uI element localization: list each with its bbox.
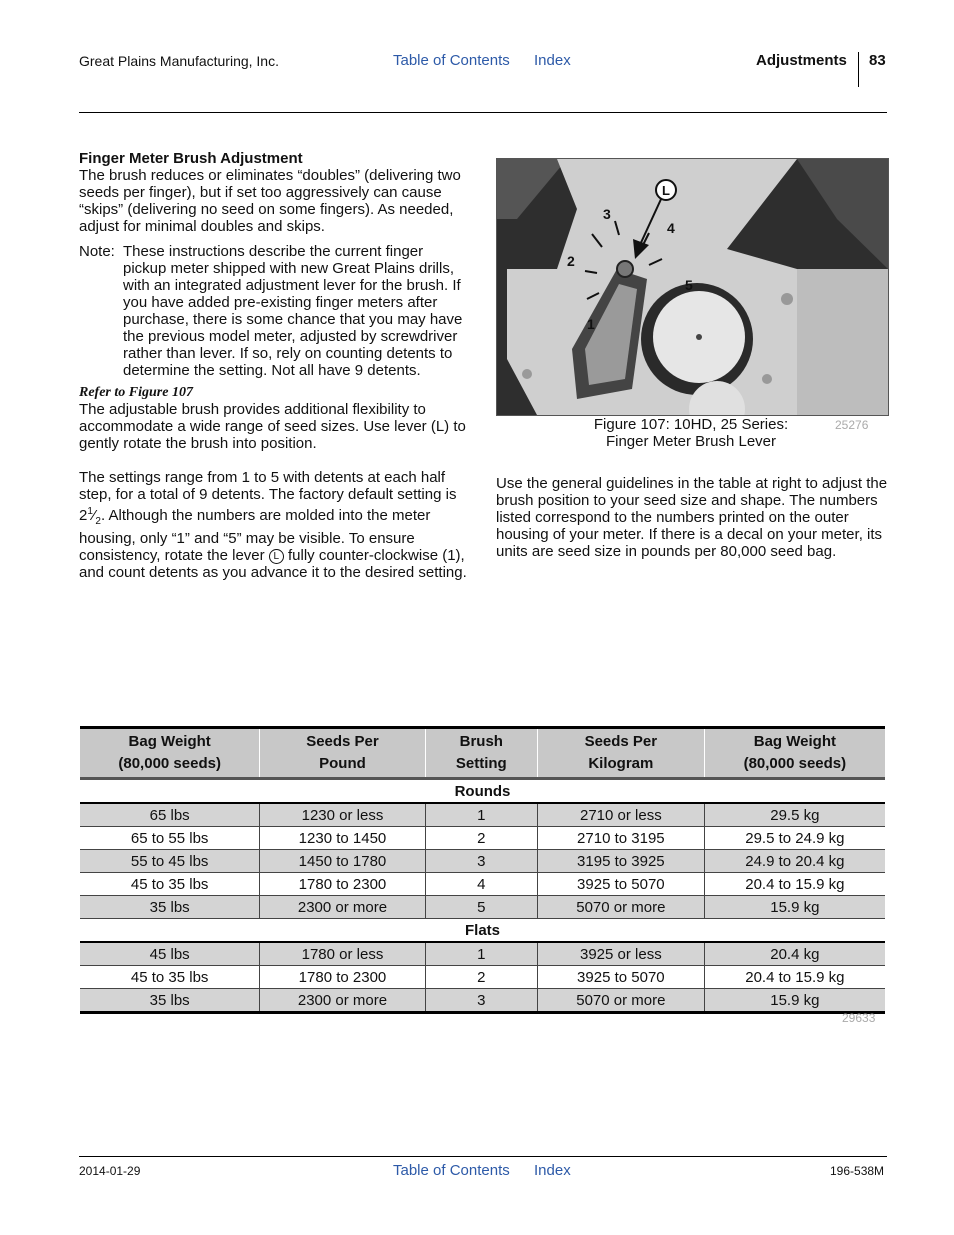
column-header-line: Seeds Per xyxy=(584,733,658,750)
note-text: These instructions describe the current finger pickup meter shipped with new Great Plains drills, with an integrated adjustment lever for the brush. If you have added pre-existing finger meters after purchase, there is some chance that you may have the previous model meter, adjusted by screwdriver rather than lever. If so, rely on counting detents to determine the setting. Not all have 9 detents. xyxy=(123,243,463,379)
table-cell: 2 xyxy=(425,966,537,989)
table-cell: 1 xyxy=(425,942,537,966)
settings-text-c: fully counter-clockwise (1), and count detents as you advance it to the desired setting. xyxy=(79,547,467,581)
section-row xyxy=(80,779,885,804)
fraction-denominator: 2 xyxy=(95,516,101,527)
settings-text-b: . Although the numbers are molded into the meter housing, only “1” and “5” may be visible. To ensure consistency, rotate the lever xyxy=(79,507,431,564)
label-5: 5 xyxy=(685,277,693,293)
table-row xyxy=(80,989,885,1013)
settings-text-a: The settings range from 1 to 5 with detents at each half step, for a total of 9 detents. The factory default setting is 2 xyxy=(79,469,457,524)
column-header-line: Setting xyxy=(455,755,507,772)
header-divider xyxy=(858,52,859,87)
table-row xyxy=(80,966,885,989)
table-row xyxy=(80,873,885,896)
left-column xyxy=(79,150,469,581)
table-row xyxy=(80,827,885,850)
table-cell: 5070 or more xyxy=(537,896,704,919)
table-cell: 35 lbs xyxy=(80,989,260,1013)
brush-paragraph: The adjustable brush provides additional flexibility to accommodate a wide range of seed sizes. Use lever (L) to gently rotate the brush into position. xyxy=(79,401,466,452)
table-cell: 4 xyxy=(425,873,537,896)
settings-paragraph: The settings range from 1 to 5 with detents at each half step, for a total of 9 detents. The factory default setting is $2^1⁄_2$. Although the numbers are molded into the meter housing, only “1” and “5” may be visible. To ensure consistency, rotate the lever L fully counter-clockwise (1), and count detents as you advance it to the desired setting. xyxy=(79,469,467,581)
section-title: Adjustments xyxy=(756,52,847,69)
seed-size-table xyxy=(80,726,885,1014)
table-cell: 1230 or less xyxy=(260,803,425,827)
section-title-cell: Flats xyxy=(80,919,885,943)
column-header xyxy=(425,728,537,779)
column-header-line: Brush xyxy=(459,733,503,750)
table-cell: 1230 to 1450 xyxy=(260,827,425,850)
index-link[interactable]: Index xyxy=(534,52,571,69)
column-header-line: Bag Weight xyxy=(753,733,836,750)
figure-caption xyxy=(560,416,822,450)
table-cell: 45 to 35 lbs xyxy=(80,873,260,896)
caption-line-1: Figure 107: 10HD, 25 Series: xyxy=(593,416,789,433)
table-cell: 2710 to 3195 xyxy=(537,827,704,850)
column-header xyxy=(260,728,425,779)
table-cell: 15.9 kg xyxy=(704,896,885,919)
label-L: L xyxy=(662,183,670,198)
table-cell: 5 xyxy=(425,896,537,919)
table-cell: 65 to 55 lbs xyxy=(80,827,260,850)
table-cell: 5070 or more xyxy=(537,989,704,1013)
toc-link[interactable]: Table of Contents xyxy=(393,52,510,69)
table-cell: 3925 or less xyxy=(537,942,704,966)
column-header xyxy=(704,728,885,779)
table-cell: 45 lbs xyxy=(80,942,260,966)
table-cell: 1450 to 1780 xyxy=(260,850,425,873)
guidelines-paragraph: Use the general guidelines in the table at right to adjust the brush position to your seed size and shape. The numbers listed correspond to the numbers printed on the outer housing of your meter. If there is a decal on your meter, its units are seed size in pounds per 80,000 seed bag. xyxy=(496,475,888,560)
table-image-number: 29633 xyxy=(842,1011,876,1025)
column-header xyxy=(537,728,704,779)
footer-toc-link[interactable]: Table of Contents xyxy=(393,1162,510,1179)
intro-paragraph: The brush reduces or eliminates “doubles” (delivering two seeds per finger), but if set too aggressively can cause “skips” (delivering no seed on some fingers). As needed, adjust for minimal doubles and skips. xyxy=(79,167,461,235)
note-label: Note: xyxy=(79,243,115,260)
table-cell: 15.9 kg xyxy=(704,989,885,1013)
table-cell: 3 xyxy=(425,989,537,1013)
lever-symbol: L xyxy=(269,549,284,564)
finger-meter-photo xyxy=(496,158,889,416)
column-header-line: (80,000 seeds) xyxy=(118,755,221,772)
footer-date: 2014-01-29 xyxy=(79,1164,141,1178)
table-cell: 1780 to 2300 xyxy=(260,873,425,896)
table-cell: 29.5 kg xyxy=(704,803,885,827)
table-cell: 3 xyxy=(425,850,537,873)
column-header xyxy=(80,728,260,779)
table-cell: 20.4 to 15.9 kg xyxy=(704,966,885,989)
table-cell: 20.4 kg xyxy=(704,942,885,966)
table-cell: 1780 to 2300 xyxy=(260,966,425,989)
table-cell: 2710 or less xyxy=(537,803,704,827)
table-cell: 55 to 45 lbs xyxy=(80,850,260,873)
page-number: 83 xyxy=(869,52,886,69)
table-row xyxy=(80,803,885,827)
label-2: 2 xyxy=(567,253,575,269)
table-cell: 29.5 to 24.9 kg xyxy=(704,827,885,850)
footer-index-link[interactable]: Index xyxy=(534,1162,571,1179)
footer-doc-number: 196-538M xyxy=(830,1164,885,1178)
column-header-line: Bag Weight xyxy=(128,733,211,750)
table-cell: 45 to 35 lbs xyxy=(80,966,260,989)
fraction-numerator: 1 xyxy=(87,506,93,517)
table-row xyxy=(80,896,885,919)
section-title-cell: Rounds xyxy=(80,779,885,804)
figure-reference: Refer to Figure 107 xyxy=(79,385,193,400)
column-header-line: Kilogram xyxy=(588,755,654,772)
table-cell: 3925 to 5070 xyxy=(537,966,704,989)
right-column xyxy=(496,475,888,560)
table-body xyxy=(80,779,885,1013)
column-header-line: Pound xyxy=(319,755,366,772)
label-1: 1 xyxy=(587,316,595,332)
table-header-row xyxy=(80,728,885,779)
table-cell: 35 lbs xyxy=(80,896,260,919)
table-cell: 20.4 to 15.9 kg xyxy=(704,873,885,896)
table-row xyxy=(80,850,885,873)
table-cell: 1780 or less xyxy=(260,942,425,966)
figure-image-number: 25276 xyxy=(835,418,869,432)
table-cell: 2300 or more xyxy=(260,989,425,1013)
table-cell: 2 xyxy=(425,827,537,850)
table-row xyxy=(80,942,885,966)
section-heading: Finger Meter Brush Adjustment xyxy=(79,150,303,167)
footer-rule xyxy=(79,1156,887,1157)
label-3: 3 xyxy=(603,206,611,222)
column-header-line: (80,000 seeds) xyxy=(743,755,847,772)
table-cell: 3925 to 5070 xyxy=(537,873,704,896)
table-cell: 2300 or more xyxy=(260,896,425,919)
label-4: 4 xyxy=(667,220,675,236)
section-row xyxy=(80,919,885,943)
table-cell: 1 xyxy=(425,803,537,827)
column-header-line: Seeds Per xyxy=(306,733,379,750)
header-rule xyxy=(79,112,887,113)
note-block xyxy=(79,243,469,379)
table-cell: 24.9 to 20.4 kg xyxy=(704,850,885,873)
company-name: Great Plains Manufacturing, Inc. xyxy=(79,53,279,69)
caption-line-2: Finger Meter Brush Lever xyxy=(605,433,777,450)
meter-illustration xyxy=(497,159,888,415)
table-cell: 65 lbs xyxy=(80,803,260,827)
table-cell: 3195 to 3925 xyxy=(537,850,704,873)
